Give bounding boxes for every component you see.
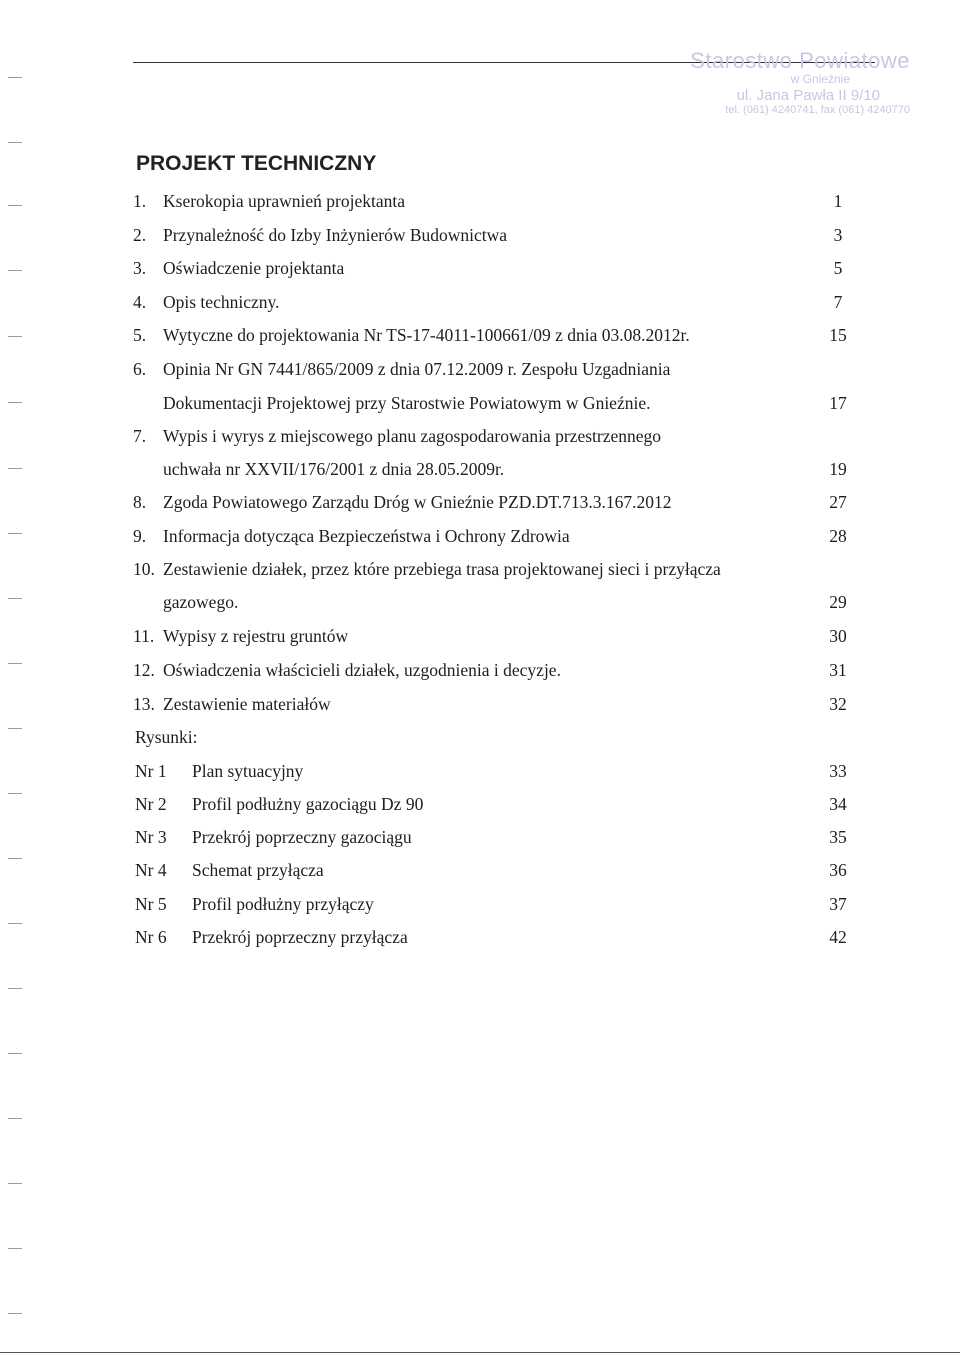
toc-title: Wypisy z rejestru gruntów [163, 626, 349, 646]
toc-entry [0, 223, 960, 247]
toc-title: Informacja dotycząca Bezpieczeństwa i Ochrony Zdrowia [163, 526, 570, 546]
toc-entry [0, 557, 960, 581]
toc-title: Dokumentacji Projektowej przy Starostwie Powiatowym w Gnieźnie. [163, 393, 651, 413]
toc-number: 8. [133, 492, 147, 512]
page-edge-line [0, 1352, 960, 1353]
margin-mark [8, 468, 22, 469]
toc-page: 17 [829, 393, 847, 413]
toc-page: 1 [833, 191, 843, 211]
toc-page: 3 [833, 225, 843, 245]
toc-page: 31 [829, 660, 847, 680]
margin-mark [8, 142, 22, 143]
drawing-entry [0, 892, 960, 916]
toc-number: 4. [133, 292, 147, 312]
margin-mark [8, 988, 22, 989]
toc-title: Oświadczenia właścicieli działek, uzgodnienia i decyzje. [163, 660, 561, 680]
toc-number: 11. [133, 626, 155, 646]
margin-mark [8, 598, 22, 599]
toc-number: 3. [133, 258, 147, 278]
drawing-number: Nr 2 [135, 794, 167, 814]
toc-page: 30 [829, 626, 847, 646]
toc-title: Wypis i wyrys z miejscowego planu zagospodarowania przestrzennego [163, 426, 662, 446]
toc-title: uchwała nr XXVII/176/2001 z dnia 28.05.2009r. [163, 459, 505, 479]
toc-title: Oświadczenie projektanta [163, 258, 345, 278]
toc-entry [0, 658, 960, 682]
margin-mark [8, 77, 22, 78]
toc-title: Kserokopia uprawnień projektanta [163, 191, 406, 211]
drawing-entry [0, 759, 960, 783]
toc-page: 5 [833, 258, 843, 278]
toc-title: gazowego. [163, 592, 239, 612]
drawing-title: Profil podłużny przyłączy [192, 894, 374, 914]
toc-entry-continuation [0, 457, 960, 481]
toc-title: Zestawienie działek, przez które przebiega trasa projektowanej sieci i przyłącza [163, 559, 721, 579]
toc-page: 15 [829, 325, 847, 345]
margin-mark [8, 728, 22, 729]
drawing-page: 34 [829, 794, 847, 814]
margin-mark [8, 663, 22, 664]
drawings-label: Rysunki: [135, 727, 198, 747]
toc-entry [0, 624, 960, 648]
toc-title: Zestawienie materiałów [163, 694, 331, 714]
margin-mark [8, 336, 22, 337]
margin-mark [8, 1183, 22, 1184]
toc-number: 10. [133, 559, 155, 579]
toc-entry [0, 424, 960, 448]
margin-mark [8, 858, 22, 859]
drawing-entry [0, 925, 960, 949]
toc-entry [0, 692, 960, 716]
margin-mark [8, 270, 22, 271]
toc-page: 32 [829, 694, 847, 714]
toc-entry-continuation [0, 391, 960, 415]
toc-title: Opinia Nr GN 7441/865/2009 z dnia 07.12.2009 r. Zespołu Uzgadniania [163, 359, 671, 379]
drawing-page: 33 [829, 761, 847, 781]
toc-entry [0, 524, 960, 548]
drawing-title: Schemat przyłącza [192, 860, 324, 880]
drawing-number: Nr 5 [135, 894, 167, 914]
margin-mark [8, 793, 22, 794]
toc-number: 1. [133, 191, 147, 211]
drawing-number: Nr 3 [135, 827, 167, 847]
office-stamp [640, 48, 910, 117]
stamp-line: Starostwo Powiatowe [690, 48, 910, 73]
toc-title: Przynależność do Izby Inżynierów Budownictwa [163, 225, 508, 245]
drawing-page: 36 [829, 860, 847, 880]
stamp-line: tel. (061) 4240741, fax (061) 4240770 [725, 104, 910, 117]
toc-number: 7. [133, 426, 147, 446]
toc-entry [0, 290, 960, 314]
toc-entry [0, 189, 960, 213]
toc-number: 9. [133, 526, 147, 546]
drawing-title: Plan sytuacyjny [192, 761, 304, 781]
drawing-title: Przekrój poprzeczny gazociągu [192, 827, 412, 847]
stamp-line: w Gnieźnie [790, 72, 850, 87]
margin-mark [8, 533, 22, 534]
toc-title: Zgoda Powiatowego Zarządu Dróg w Gnieźnie PZD.DT.713.3.167.2012 [163, 492, 672, 512]
margin-mark [8, 402, 22, 403]
toc-entry [0, 490, 960, 514]
drawing-entry [0, 858, 960, 882]
toc-number: 12. [133, 660, 155, 680]
margin-mark [8, 1053, 22, 1054]
drawing-number: Nr 1 [135, 761, 167, 781]
margin-mark [8, 1313, 22, 1314]
toc-page: 29 [829, 592, 847, 612]
drawing-title: Przekrój poprzeczny przyłącza [192, 927, 408, 947]
toc-entry-continuation [0, 590, 960, 614]
drawing-entry [0, 792, 960, 816]
margin-mark [8, 1118, 22, 1119]
drawing-title: Profil podłużny gazociągu Dz 90 [192, 794, 424, 814]
margin-mark [8, 205, 22, 206]
toc-entry [0, 357, 960, 381]
toc-page: 27 [829, 492, 847, 512]
drawing-number: Nr 4 [135, 860, 167, 880]
toc-title: Opis techniczny. [163, 292, 280, 312]
drawing-number: Nr 6 [135, 927, 167, 947]
drawing-page: 42 [829, 927, 847, 947]
toc-number: 2. [133, 225, 147, 245]
toc-number: 5. [133, 325, 147, 345]
toc-number: 13. [133, 694, 155, 714]
toc-page: 28 [829, 526, 847, 546]
toc-entry [0, 256, 960, 280]
margin-mark [8, 1248, 22, 1249]
toc-page: 19 [829, 459, 847, 479]
drawing-entry [0, 825, 960, 849]
document-heading: PROJEKT TECHNICZNY [136, 152, 377, 175]
stamp-line: ul. Jana Pawła II 9/10 [736, 87, 880, 105]
toc-number: 6. [133, 359, 147, 379]
margin-mark [8, 923, 22, 924]
drawing-page: 37 [829, 894, 847, 914]
drawing-page: 35 [829, 827, 847, 847]
toc-entry [0, 323, 960, 347]
toc-title: Wytyczne do projektowania Nr TS-17-4011-100661/09 z dnia 03.08.2012r. [163, 325, 690, 345]
toc-page: 7 [833, 292, 843, 312]
